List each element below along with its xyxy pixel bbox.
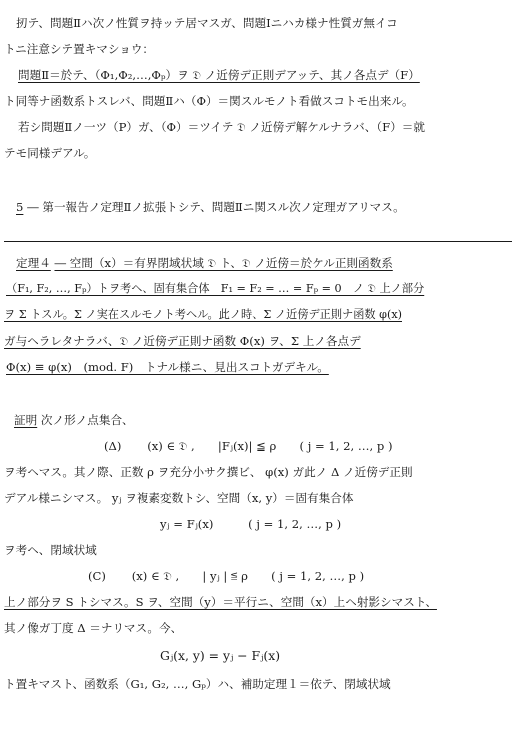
equation-1: yⱼ = Fⱼ(x) ( j = 1, 2, …, p ) (160, 517, 342, 531)
theorem-line-1-text: ― 空間（x）＝有界閉域状域 𝔇 ト、𝔇 ノ近傍＝於ケル正則函数系 (54, 256, 393, 270)
intro-line-1: 扨テ、問題Ⅱハ次ノ性質ヲ持ッテ居マスガ、問題Ⅰニハカ様ナ性質ガ無イコ (16, 16, 398, 30)
proof-line-6: ト置キマスト、函数系（G₁, G₂, …, Gₚ）ハ、補助定理１＝依テ、閉域状域 (4, 677, 391, 691)
theorem-line-5: Φ(x) ≡ φ(x) (mod. F) トナル様ニ、見出スコトガデキル。 (6, 360, 329, 374)
proof-line-4: 上ノ部分ヲ S トシマス。S ヲ、空間（y）＝平行ニ、空間（x）上ヘ射影シマスト、 (4, 595, 437, 609)
set-delta-formula: (x) ∈ 𝔇 , |Fⱼ(x)| ≦ ρ ( j = 1, 2, …, p ) (147, 439, 393, 453)
intro-line-2: トニ注意シテ置キマショウ： (4, 42, 155, 56)
set-c-label: (C) (88, 569, 106, 583)
set-c (88, 568, 364, 584)
proof-line-5: 其ノ像ガ丁度 Δ ＝ナリマス。今、 (4, 621, 183, 635)
theorem-line-3: ヲ Σ トスル。Σ ノ実在スルモノト考ヘル。此ノ時、Σ ノ近傍デ正則ナ函数 φ(x) (4, 308, 402, 321)
proof-intro: 次ノ形ノ点集合、 (40, 413, 134, 427)
proof-label: 証明 (14, 413, 38, 427)
proof-heading (14, 412, 134, 428)
theorem-line-1 (16, 255, 393, 271)
theorem-label: 定理４ (16, 256, 51, 270)
section-heading-text: ― 第一報告ノ定理Ⅱノ拡張トシテ、問題Ⅱニ関スル次ノ定理ガアリマス。 (27, 200, 405, 214)
section-5-heading (16, 199, 405, 215)
proof-line-1: ヲ考ヘマス。其ノ際、正数 ρ ヲ充分小サク撰ビ、 φ(x) ガ此ノ Δ ノ近傍デ正則 (4, 465, 413, 479)
proof-line-3: ヲ考ヘ、閉域状域 (4, 543, 97, 557)
intro-line-5: 若シ問題Ⅱノ一ツ（P）ガ、（Φ）＝ツイテ 𝔇 ノ近傍デ解ケルナラバ、（F）＝就 (18, 120, 425, 134)
intro-line-3: 問題Ⅱ＝於テ、（Φ₁,Φ₂,…,Φₚ）ヲ 𝔇 ノ近傍デ正則デアッテ、其ノ各点デ（F） (18, 68, 420, 82)
theorem-line-2: （F₁, F₂, …, Fₚ）トヲ考ヘ、固有集合体 F₁ = F₂ = … = Fₚ = 0 ノ 𝔇 上ノ部分 (6, 282, 425, 295)
intro-line-4: ト同等ナ函数系トスレバ、問題Ⅱハ（Φ）＝関スルモノト看做スコトモ出来ル。 (4, 94, 414, 108)
intro-line-6: テモ同様デアル。 (4, 146, 96, 160)
set-delta-label: (Δ) (104, 439, 122, 453)
set-c-formula: (x) ∈ 𝔇 , | yⱼ | ≦ ρ ( j = 1, 2, …, p ) (131, 569, 365, 583)
set-delta (104, 438, 393, 454)
section-divider (4, 241, 512, 242)
equation-2: Gⱼ(x, y) = yⱼ − Fⱼ(x) (160, 648, 281, 663)
proof-line-2: デアル様ニシマス。 yⱼ ヲ複素変数トシ、空間（x, y）＝固有集合体 (4, 491, 354, 505)
theorem-line-4: ガ与ヘラレタナラバ、𝔇 ノ近傍デ正則ナ函数 Φ(x) ヲ、Σ 上ノ各点デ (4, 334, 361, 348)
section-number: 5 (16, 200, 24, 214)
